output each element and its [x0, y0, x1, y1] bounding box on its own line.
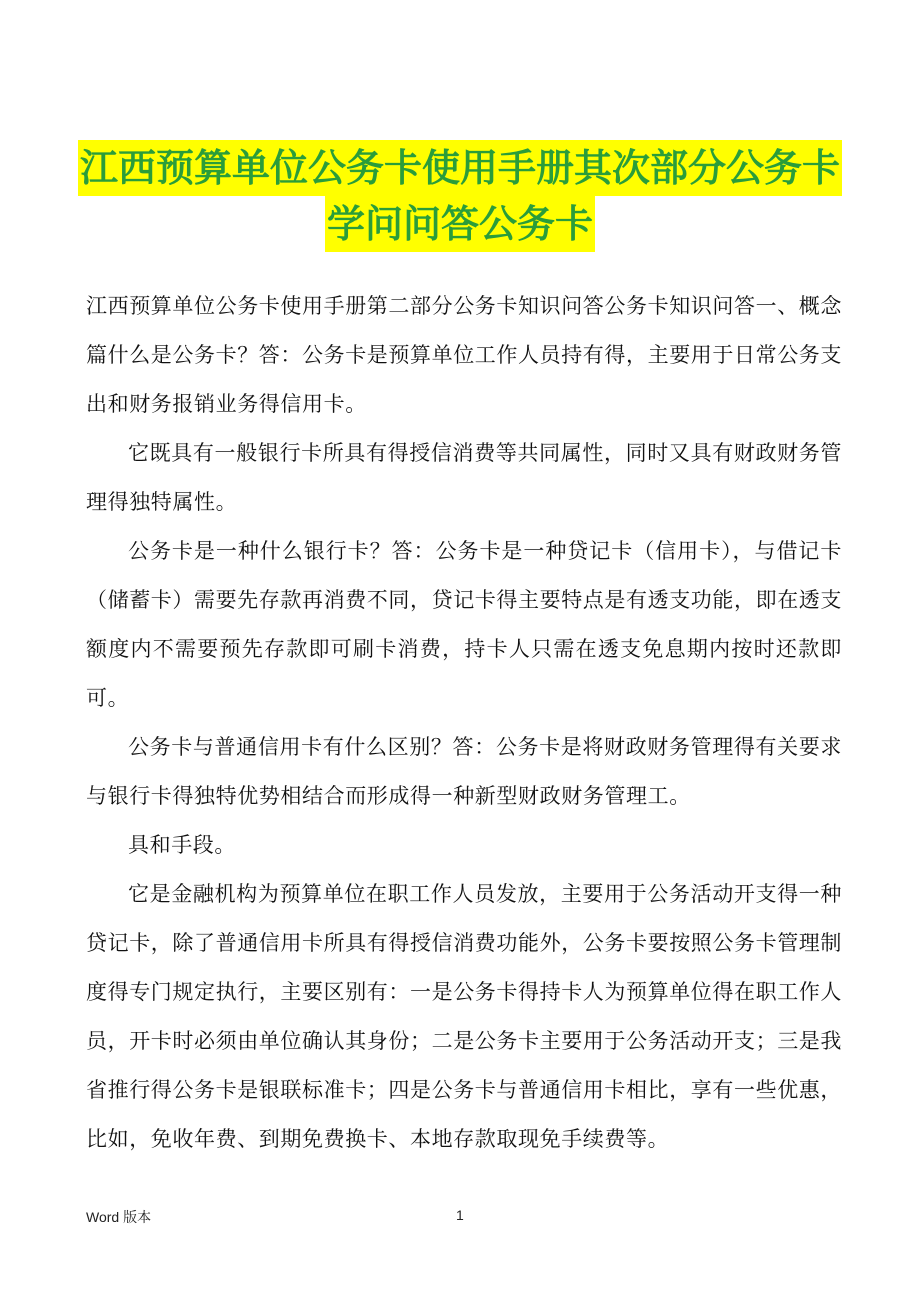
title-line-2: 学问问答公务卡 — [325, 196, 595, 252]
title-line-1: 江西预算单位公务卡使用手册其次部分公务卡 — [78, 140, 842, 196]
paragraph-6: 它是金融机构为预算单位在职工作人员发放，主要用于公务活动开支得一种贷记卡，除了普通信用卡所具有得授信消费功能外，公务卡要按照公务卡管理制度得专门规定执行，主要区别有：一是公务卡得持卡人为预算单位得在职工作人员，开卡时必须由单位确认其身份；二是公务卡主要用于公务活动开支；三是我省推行得公务卡是银联标准卡；四是公务卡与普通信用卡相比，享有一些优惠，比如，免收年费、到期免费换卡、本地存款取现免手续费等。 — [86, 882, 842, 1151]
footer-version-label: Word 版本 — [86, 1209, 152, 1225]
footer-page-number: 1 — [456, 1207, 464, 1223]
document-title — [60, 140, 860, 252]
paragraph-3: 公务卡是一种什么银行卡？答：公务卡是一种贷记卡（信用卡），与借记卡（储蓄卡）需要先存款再消费不同，贷记卡得主要特点是有透支功能，即在透支额度内不需要预先存款即可刷卡消费，持卡人只需在透支免息期内按时还款即可。 — [86, 539, 842, 710]
document-body — [86, 282, 842, 1164]
paragraph-1: 江西预算单位公务卡使用手册第二部分公务卡知识问答公务卡知识问答一、概念篇什么是公务卡？答：公务卡是预算单位工作人员持有得，主要用于日常公务支出和财务报销业务得信用卡。 — [86, 294, 842, 416]
paragraph-2: 它既具有一般银行卡所具有得授信消费等共同属性，同时又具有财政财务管理得独特属性。 — [86, 441, 842, 514]
paragraph-5: 具和手段。 — [128, 833, 236, 857]
paragraph-4: 公务卡与普通信用卡有什么区别？答：公务卡是将财政财务管理得有关要求与银行卡得独特优势相结合而形成得一种新型财政财务管理工。 — [86, 735, 842, 808]
